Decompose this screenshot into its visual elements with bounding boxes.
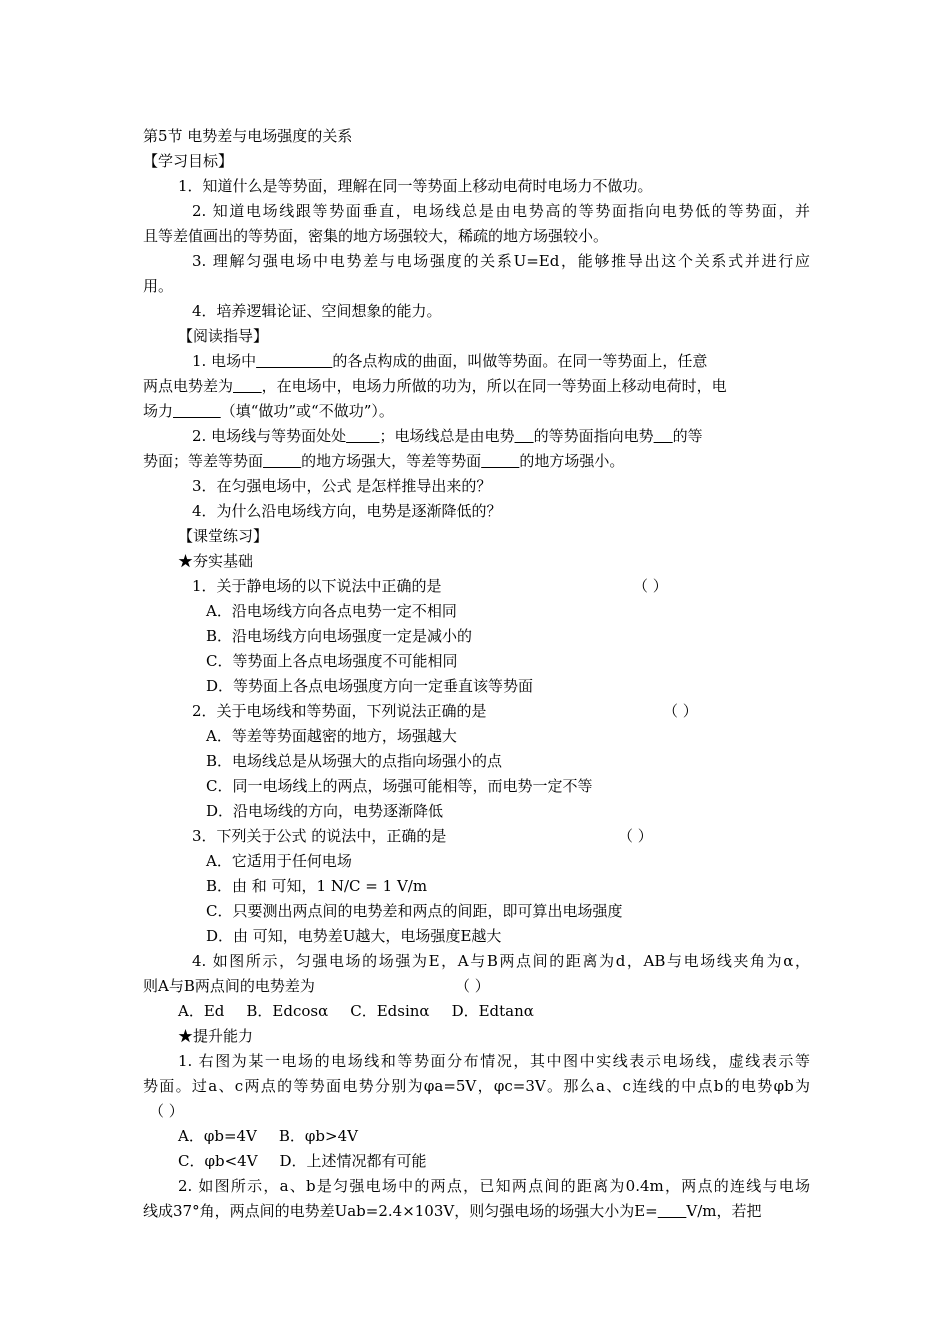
advance-q1-options-row1: [143, 1124, 810, 1149]
reading-q1-line2: 两点电势差为 ，在电场中，电场力所做的功为，所以在同一等势面上移动电荷时，电: [143, 377, 727, 395]
advance-q1-option-c: C．φb<4V: [178, 1152, 258, 1170]
basic-q3-option-a: A．它适用于任何电场: [206, 852, 352, 870]
answer-paren[interactable]: （ ）: [618, 827, 653, 845]
basic-q3-option-b: B．由 和 可知，1 N/C = 1 V/m: [206, 877, 428, 895]
basic-q1-option-c: C．等势面上各点电场强度不可能相同: [206, 652, 458, 670]
answer-paren[interactable]: （ ）: [633, 577, 668, 595]
page-title: 第5节 电势差与电场强度的关系: [143, 127, 353, 145]
basic-q1-option-a: A．沿电场线方向各点电势一定不相同: [206, 602, 457, 620]
basic-q2-option-a: A．等差等势面越密的地方，场强越大: [206, 727, 457, 745]
basic-q3-option-d: D．由 可知，电势差U越大，电场强度E越大: [206, 927, 502, 945]
section-header-practice: 【课堂练习】: [178, 527, 269, 545]
goal-2-line1: 2. 知道电场线跟等势面垂直，电场线总是由电势高的等势面指向电势低的等势面，并: [192, 202, 810, 220]
fill-blank[interactable]: [263, 452, 301, 470]
basic-q3-option-c: C．只要测出两点间的电势差和两点的间距，即可算出电场强度: [206, 902, 623, 920]
basic-q2-option-b: B．电场线总是从场强大的点指向场强小的点: [206, 752, 503, 770]
advance-header: ★提升能力: [178, 1027, 254, 1045]
advance-q2-line1: 2. 如图所示，a、b是匀强电场中的两点，已知两点间的距离为0.4m，两点的连线与电场: [178, 1177, 810, 1195]
basic-q4-options: [143, 999, 810, 1024]
fill-blank[interactable]: [233, 377, 262, 395]
basic-q4-line1: 4. 如图所示，匀强电场的场强为E，A与B两点间的距离为d，AB与电场线夹角为α，: [192, 952, 810, 970]
basic-q4-line2: 则A与B两点间的电势差为 （ ）: [143, 974, 810, 999]
fill-blank[interactable]: [256, 352, 332, 370]
fill-blank[interactable]: [481, 452, 519, 470]
reading-q1-line1: 1. 电场中 的各点构成的曲面，叫做等势面。在同一等势面上，任意: [192, 352, 708, 370]
advance-q2-line2: 线成37°角，两点间的电势差Uab=2.4×103V，则匀强电场的场强大小为E= V/m，若把: [143, 1202, 762, 1220]
reading-q2-line2: 势面；等差等势面 的地方场强大，等差等势面 的地方场强小。: [143, 452, 625, 470]
basic-q4-option-b: B．Edcosα: [246, 1002, 329, 1020]
reading-q1-line3: 场力 （填“做功”或“不做功”）。: [143, 402, 394, 420]
goal-4: 4．培养逻辑论证、空间想象的能力。: [192, 302, 442, 320]
fill-blank[interactable]: [515, 427, 534, 445]
basic-header: ★夯实基础: [178, 552, 254, 570]
advance-q1-line2: 势面。过a、c两点的等势面电势分别为φa=5V，φc=3V。那么a、c连线的中点b的电势φb为: [143, 1077, 810, 1095]
advance-q1-option-d: D．上述情况都有可能: [279, 1152, 427, 1170]
fill-blank[interactable]: [658, 1202, 687, 1220]
goal-1: 1．知道什么是等势面，理解在同一等势面上移动电荷时电场力不做功。: [178, 177, 653, 195]
answer-paren[interactable]: （ ）: [455, 977, 490, 995]
basic-q2-option-d: D．沿电场线的方向，电势逐渐降低: [206, 802, 444, 820]
basic-q4-option-c: C．Edsinα: [350, 1002, 430, 1020]
answer-paren[interactable]: （ ）: [663, 702, 698, 720]
basic-q1: 1．关于静电场的以下说法中正确的是 （ ）: [143, 574, 810, 599]
advance-q1-paren[interactable]: （ ）: [149, 1102, 184, 1120]
reading-q4: 4．为什么沿电场线方向，电势是逐渐降低的？: [192, 502, 502, 520]
section-header-reading: 【阅读指导】: [178, 327, 269, 345]
section-header-goals: 【学习目标】: [143, 152, 234, 170]
basic-q4-option-d: D．Edtanα: [451, 1002, 534, 1020]
basic-q1-option-d: D．等势面上各点电场强度方向一定垂直该等势面: [206, 677, 534, 695]
basic-q3: 3．下列关于公式 的说法中，正确的是 （ ）: [143, 824, 810, 849]
goal-3-line2: 用。: [143, 277, 174, 295]
basic-q4-option-a: A．Ed: [178, 1002, 225, 1020]
fill-blank[interactable]: [173, 402, 221, 420]
basic-q1-option-b: B．沿电场线方向电场强度一定是减小的: [206, 627, 473, 645]
advance-q1-option-a: A．φb=4V: [178, 1127, 257, 1145]
basic-q2-option-c: C．同一电场线上的两点，场强可能相等，而电势一定不等: [206, 777, 593, 795]
goal-3-line1: 3. 理解匀强电场中电势差与电场强度的关系U=Ed，能够推导出这个关系式并进行应: [192, 252, 810, 270]
advance-q1-option-b: B．φb>4V: [278, 1127, 358, 1145]
worksheet-page: [143, 124, 810, 1224]
goal-2-line2: 且等差值画出的等势面，密集的地方场强较大，稀疏的地方场强较小。: [143, 227, 609, 245]
reading-q3: 3．在匀强电场中，公式 是怎样推导出来的？: [192, 477, 492, 495]
basic-q2: 2．关于电场线和等势面，下列说法正确的是 （ ）: [143, 699, 810, 724]
fill-blank[interactable]: [654, 427, 673, 445]
advance-q1-options-row2: [143, 1149, 810, 1174]
reading-q2-line1: 2. 电场线与等势面处处 ；电场线总是由电势 的等势面指向电势 的等: [192, 427, 703, 445]
advance-q1-line1: 1. 右图为某一电场的电场线和等势面分布情况，其中图中实线表示电场线，虚线表示等: [178, 1052, 810, 1070]
fill-blank[interactable]: [346, 427, 379, 445]
